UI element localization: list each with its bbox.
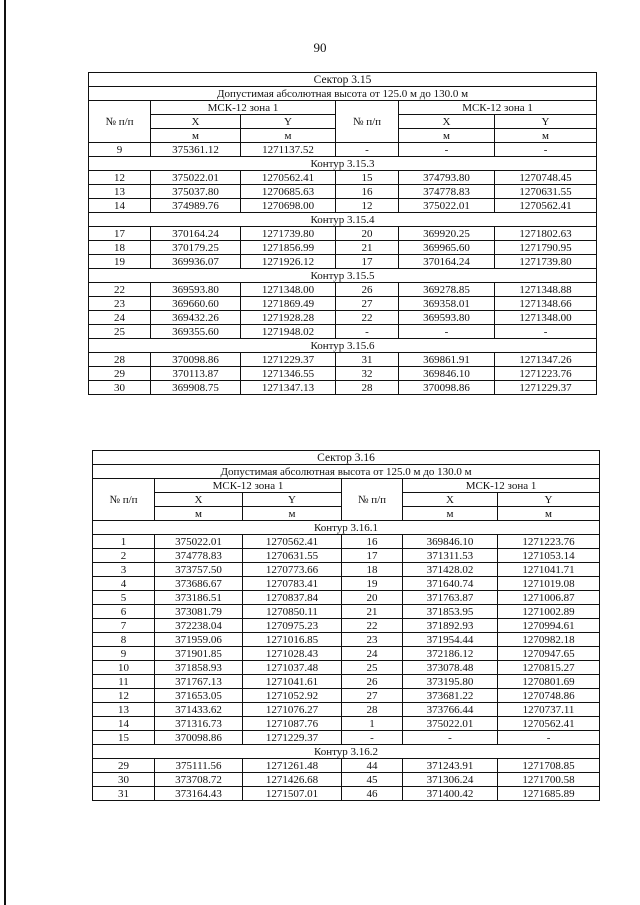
x-value: 369965.60	[399, 241, 495, 255]
point-number: 25	[89, 325, 151, 339]
sector-3-15-table	[88, 72, 597, 395]
x-value: 375361.12	[151, 143, 241, 157]
x-value: 369432.26	[151, 311, 241, 325]
y-value: 1271700.58	[498, 773, 600, 787]
x-value: 371954.44	[403, 633, 498, 647]
x-value: -	[403, 731, 498, 745]
y-value: 1271507.01	[243, 787, 342, 801]
table-row	[89, 367, 597, 381]
zone-header-left: МСК-12 зона 1	[151, 101, 336, 115]
y-value: 1270562.41	[243, 535, 342, 549]
table-row	[89, 283, 597, 297]
y-value: 1270631.55	[243, 549, 342, 563]
point-number: 10	[93, 661, 155, 675]
table-row	[93, 549, 600, 563]
table-row	[89, 325, 597, 339]
y-value: 1271346.55	[241, 367, 336, 381]
point-number: 28	[336, 381, 399, 395]
x-value: 375022.01	[403, 717, 498, 731]
y-value: 1270748.45	[495, 171, 597, 185]
table-row	[89, 143, 597, 157]
y-value: 1270837.84	[243, 591, 342, 605]
x-value: 371853.95	[403, 605, 498, 619]
x-value: 371892.93	[403, 619, 498, 633]
table-body	[89, 143, 597, 395]
point-number: 17	[342, 549, 403, 563]
point-number: 21	[336, 241, 399, 255]
table-row	[93, 619, 600, 633]
table-row	[93, 577, 600, 591]
y-value: 1270947.65	[498, 647, 600, 661]
y-value: 1271708.85	[498, 759, 600, 773]
y-value: 1270685.63	[241, 185, 336, 199]
y-value: 1271685.89	[498, 787, 600, 801]
x-value: 370098.86	[155, 731, 243, 745]
y-value: 1271016.85	[243, 633, 342, 647]
x-value: 369593.80	[399, 311, 495, 325]
point-number: 8	[93, 633, 155, 647]
y-value: -	[495, 325, 597, 339]
x-unit: м	[155, 507, 243, 521]
x-value: 371767.13	[155, 675, 243, 689]
y-value: 1271052.92	[243, 689, 342, 703]
contour-label: Контур 3.15.3	[89, 157, 597, 171]
table-body	[93, 521, 600, 801]
scan-left-border	[4, 0, 6, 905]
point-number: 17	[89, 227, 151, 241]
point-number: -	[342, 731, 403, 745]
x-value: 370164.24	[399, 255, 495, 269]
table-row	[93, 717, 600, 731]
point-number: 13	[89, 185, 151, 199]
x-unit: м	[151, 129, 241, 143]
point-number: 45	[342, 773, 403, 787]
point-number: 1	[342, 717, 403, 731]
point-number: 4	[93, 577, 155, 591]
table-row	[93, 675, 600, 689]
table-row	[89, 381, 597, 395]
x-header: X	[155, 493, 243, 507]
point-number: 21	[342, 605, 403, 619]
y-value: -	[498, 731, 600, 745]
x-value: 373686.67	[155, 577, 243, 591]
point-number: 2	[93, 549, 155, 563]
x-value: 369358.01	[399, 297, 495, 311]
x-value: 374778.83	[155, 549, 243, 563]
y-header: Y	[243, 493, 342, 507]
point-number: 19	[342, 577, 403, 591]
point-number: 19	[89, 255, 151, 269]
y-unit: м	[243, 507, 342, 521]
point-number: -	[336, 325, 399, 339]
contour-row	[89, 213, 597, 227]
point-number: 5	[93, 591, 155, 605]
contour-label: Контур 3.15.6	[89, 339, 597, 353]
y-value: 1271041.61	[243, 675, 342, 689]
point-number: 15	[93, 731, 155, 745]
x-value: 369861.91	[399, 353, 495, 367]
y-value: 1271137.52	[241, 143, 336, 157]
y-value: -	[495, 143, 597, 157]
point-number: 46	[342, 787, 403, 801]
point-number: 1	[93, 535, 155, 549]
y-value: 1270982.18	[498, 633, 600, 647]
y-value: 1271261.48	[243, 759, 342, 773]
table-row	[93, 773, 600, 787]
y-value: 1271348.66	[495, 297, 597, 311]
x-unit-right: м	[399, 129, 495, 143]
point-number: 26	[336, 283, 399, 297]
point-number: 44	[342, 759, 403, 773]
point-number: 7	[93, 619, 155, 633]
y-unit: м	[241, 129, 336, 143]
x-value: 374793.80	[399, 171, 495, 185]
point-number: 20	[336, 227, 399, 241]
x-value: 369660.60	[151, 297, 241, 311]
x-value: 373081.79	[155, 605, 243, 619]
y-value: 1271037.48	[243, 661, 342, 675]
point-number: 22	[89, 283, 151, 297]
y-value: 1270562.41	[241, 171, 336, 185]
y-value: 1271802.63	[495, 227, 597, 241]
y-value: 1271006.87	[498, 591, 600, 605]
point-number: 3	[93, 563, 155, 577]
point-number: 24	[342, 647, 403, 661]
point-number: 22	[342, 619, 403, 633]
y-value: 1271948.02	[241, 325, 336, 339]
x-value: 369355.60	[151, 325, 241, 339]
contour-row	[89, 157, 597, 171]
point-number: 18	[89, 241, 151, 255]
x-value: 371400.42	[403, 787, 498, 801]
table-row	[93, 563, 600, 577]
y-value: 1271869.49	[241, 297, 336, 311]
x-value: 371316.73	[155, 717, 243, 731]
y-value: 1270773.66	[243, 563, 342, 577]
contour-label: Контур 3.15.5	[89, 269, 597, 283]
y-value: 1271041.71	[498, 563, 600, 577]
y-value: 1270994.61	[498, 619, 600, 633]
point-number: 18	[342, 563, 403, 577]
point-number: 27	[342, 689, 403, 703]
point-number: 30	[93, 773, 155, 787]
point-number: 6	[93, 605, 155, 619]
x-value: 375022.01	[155, 535, 243, 549]
contour-row	[93, 745, 600, 759]
y-value: 1271348.00	[241, 283, 336, 297]
point-number: 17	[336, 255, 399, 269]
point-number: 12	[336, 199, 399, 213]
x-value: 373078.48	[403, 661, 498, 675]
x-value: 371640.74	[403, 577, 498, 591]
y-value: 1270801.69	[498, 675, 600, 689]
col-num-header-right: № п/п	[336, 101, 399, 143]
x-value: 373681.22	[403, 689, 498, 703]
point-number: 11	[93, 675, 155, 689]
point-number: 23	[89, 297, 151, 311]
y-value: 1271223.76	[495, 367, 597, 381]
point-number: 24	[89, 311, 151, 325]
x-value: 369593.80	[151, 283, 241, 297]
table-row	[93, 689, 600, 703]
point-number: 31	[93, 787, 155, 801]
y-value: 1271926.12	[241, 255, 336, 269]
y-value: 1270975.23	[243, 619, 342, 633]
x-value: 372238.04	[155, 619, 243, 633]
y-value: 1271739.80	[241, 227, 336, 241]
table-row	[93, 759, 600, 773]
height-limit: Допустимая абсолютная высота от 125.0 м до 130.0 м	[89, 87, 597, 101]
y-value: 1270562.41	[498, 717, 600, 731]
y-value: 1271229.37	[243, 731, 342, 745]
table-row	[89, 199, 597, 213]
x-value: 370098.86	[399, 381, 495, 395]
y-header-right: Y	[498, 493, 600, 507]
x-value: 373766.44	[403, 703, 498, 717]
point-number: 28	[89, 353, 151, 367]
contour-label: Контур 3.16.2	[93, 745, 600, 759]
table-row	[89, 241, 597, 255]
x-value: 369920.25	[399, 227, 495, 241]
x-value: 369846.10	[399, 367, 495, 381]
x-value: -	[399, 143, 495, 157]
y-value: 1271053.14	[498, 549, 600, 563]
x-value: 371653.05	[155, 689, 243, 703]
y-value: 1271028.43	[243, 647, 342, 661]
zone-header-right: МСК-12 зона 1	[403, 479, 600, 493]
page-number: 90	[313, 40, 327, 55]
y-value: 1271076.27	[243, 703, 342, 717]
contour-row	[89, 269, 597, 283]
x-value: 371858.93	[155, 661, 243, 675]
table-row	[89, 311, 597, 325]
point-number: -	[336, 143, 399, 157]
x-value: 369278.85	[399, 283, 495, 297]
y-value: 1270850.11	[243, 605, 342, 619]
x-value: 375022.01	[151, 171, 241, 185]
x-value: 371901.85	[155, 647, 243, 661]
point-number: 26	[342, 675, 403, 689]
x-value: 371311.53	[403, 549, 498, 563]
x-value: 371433.62	[155, 703, 243, 717]
x-value: 370098.86	[151, 353, 241, 367]
y-value: 1270748.86	[498, 689, 600, 703]
point-number: 14	[89, 199, 151, 213]
x-value: -	[399, 325, 495, 339]
x-value: 370113.87	[151, 367, 241, 381]
x-value: 369846.10	[403, 535, 498, 549]
point-number: 15	[336, 171, 399, 185]
y-value: 1271087.76	[243, 717, 342, 731]
x-value: 371243.91	[403, 759, 498, 773]
sector-title: Сектор 3.15	[89, 73, 597, 87]
x-value: 372186.12	[403, 647, 498, 661]
y-value: 1271348.88	[495, 283, 597, 297]
table-row	[89, 353, 597, 367]
height-limit: Допустимая абсолютная высота от 125.0 м до 130.0 м	[93, 465, 600, 479]
contour-row	[93, 521, 600, 535]
point-number: 13	[93, 703, 155, 717]
table-row	[93, 605, 600, 619]
y-value: 1270562.41	[495, 199, 597, 213]
x-value: 371763.87	[403, 591, 498, 605]
y-value: 1271347.13	[241, 381, 336, 395]
x-value: 369908.75	[151, 381, 241, 395]
x-value: 375022.01	[399, 199, 495, 213]
point-number: 9	[89, 143, 151, 157]
x-header-right: X	[403, 493, 498, 507]
col-num-header: № п/п	[93, 479, 155, 521]
x-value: 371959.06	[155, 633, 243, 647]
y-value: 1271739.80	[495, 255, 597, 269]
sector-title: Сектор 3.16	[93, 451, 600, 465]
table-row	[93, 787, 600, 801]
x-value: 374778.83	[399, 185, 495, 199]
table-row	[89, 185, 597, 199]
table-row	[89, 297, 597, 311]
point-number: 12	[93, 689, 155, 703]
x-value: 370164.24	[151, 227, 241, 241]
y-value: 1271223.76	[498, 535, 600, 549]
x-value: 373757.50	[155, 563, 243, 577]
y-value: 1271426.68	[243, 773, 342, 787]
x-value: 375111.56	[155, 759, 243, 773]
x-value: 373195.80	[403, 675, 498, 689]
table-row	[93, 633, 600, 647]
x-header-right: X	[399, 115, 495, 129]
point-number: 16	[342, 535, 403, 549]
x-header: X	[151, 115, 241, 129]
x-unit-right: м	[403, 507, 498, 521]
zone-header-left: МСК-12 зона 1	[155, 479, 342, 493]
y-value: 1271856.99	[241, 241, 336, 255]
y-value: 1271229.37	[241, 353, 336, 367]
y-value: 1271790.95	[495, 241, 597, 255]
y-value: 1271347.26	[495, 353, 597, 367]
y-value: 1270698.00	[241, 199, 336, 213]
point-number: 14	[93, 717, 155, 731]
point-number: 16	[336, 185, 399, 199]
contour-label: Контур 3.16.1	[93, 521, 600, 535]
x-value: 369936.07	[151, 255, 241, 269]
y-value: 1270737.11	[498, 703, 600, 717]
point-number: 23	[342, 633, 403, 647]
y-unit-right: м	[495, 129, 597, 143]
y-value: 1270783.41	[243, 577, 342, 591]
col-num-header-right: № п/п	[342, 479, 403, 521]
x-value: 373186.51	[155, 591, 243, 605]
point-number: 22	[336, 311, 399, 325]
table-row	[93, 731, 600, 745]
point-number: 29	[93, 759, 155, 773]
table-row	[93, 703, 600, 717]
point-number: 20	[342, 591, 403, 605]
sector-3-16-table	[92, 450, 600, 801]
y-value: 1271002.89	[498, 605, 600, 619]
y-header: Y	[241, 115, 336, 129]
table-row	[93, 647, 600, 661]
x-value: 373708.72	[155, 773, 243, 787]
point-number: 28	[342, 703, 403, 717]
y-unit-right: м	[498, 507, 600, 521]
table-row	[93, 661, 600, 675]
x-value: 371306.24	[403, 773, 498, 787]
point-number: 9	[93, 647, 155, 661]
y-value: 1270631.55	[495, 185, 597, 199]
x-value: 373164.43	[155, 787, 243, 801]
x-value: 375037.80	[151, 185, 241, 199]
table-row	[93, 591, 600, 605]
table-row	[89, 255, 597, 269]
x-value: 371428.02	[403, 563, 498, 577]
col-num-header: № п/п	[89, 101, 151, 143]
point-number: 25	[342, 661, 403, 675]
point-number: 32	[336, 367, 399, 381]
point-number: 27	[336, 297, 399, 311]
x-value: 374989.76	[151, 199, 241, 213]
contour-row	[89, 339, 597, 353]
y-header-right: Y	[495, 115, 597, 129]
y-value: 1271019.08	[498, 577, 600, 591]
y-value: 1270815.27	[498, 661, 600, 675]
zone-header-right: МСК-12 зона 1	[399, 101, 597, 115]
table-row	[89, 171, 597, 185]
y-value: 1271928.28	[241, 311, 336, 325]
table-row	[89, 227, 597, 241]
point-number: 29	[89, 367, 151, 381]
x-value: 370179.25	[151, 241, 241, 255]
contour-label: Контур 3.15.4	[89, 213, 597, 227]
point-number: 30	[89, 381, 151, 395]
table-row	[93, 535, 600, 549]
y-value: 1271348.00	[495, 311, 597, 325]
y-value: 1271229.37	[495, 381, 597, 395]
point-number: 12	[89, 171, 151, 185]
point-number: 31	[336, 353, 399, 367]
